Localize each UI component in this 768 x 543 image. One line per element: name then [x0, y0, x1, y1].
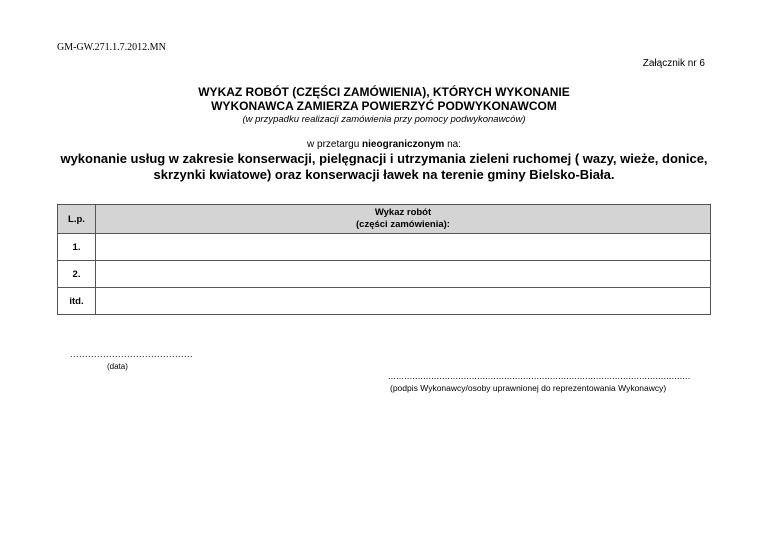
document-reference: GM-GW.271.1.7.2012.MN: [57, 42, 166, 53]
row-number: 2.: [58, 261, 96, 288]
date-field-dots[interactable]: .........................................: [70, 349, 194, 359]
table-row: [58, 288, 711, 315]
form-title-line-1: WYKAZ ROBÓT (CZĘŚCI ZAMÓWIENIA), KTÓRYCH WYKONANIE: [198, 85, 570, 99]
table-header-row: [58, 205, 711, 234]
annex-number: Załącznik nr 6: [642, 58, 705, 69]
works-cell[interactable]: [96, 234, 711, 261]
table-row: [58, 261, 711, 288]
table-row: [58, 234, 711, 261]
contract-subject: wykonanie usług w zakresie konserwacji, pielęgnacji i utrzymania zieleni ruchomej ( wazy, wieże, donice, skrzynki kwiatowe) oraz konserwacji ławek na terenie gminy Bielsko-Biała.: [60, 151, 708, 182]
works-cell[interactable]: [96, 261, 711, 288]
row-number: itd.: [58, 288, 96, 315]
tender-suffix: na:: [444, 139, 461, 150]
works-cell[interactable]: [96, 288, 711, 315]
column-header-works-line2: (części zamówienia):: [356, 219, 450, 230]
tender-mode: nieograniczonym: [362, 139, 445, 150]
row-number: 1.: [58, 234, 96, 261]
form-subtitle: (w przypadku realizacji zamówienia przy pomocy podwykonawców): [242, 114, 526, 125]
tender-prefix: w przetargu: [307, 139, 363, 150]
column-header-lp: L.p.: [58, 205, 96, 234]
column-header-works: [96, 205, 711, 234]
signature-field-dots[interactable]: ................................................................................................................: [388, 371, 691, 381]
column-header-works-line1: Wykaz robót: [374, 207, 432, 218]
form-title-line-2: WYKONAWCA ZAMIERZA POWIERZYĆ PODWYKONAWCOM: [211, 99, 557, 113]
tender-mode-line: [0, 139, 768, 150]
date-label: (data): [107, 362, 128, 371]
signature-label: (podpis Wykonawcy/osoby uprawnionej do reprezentowania Wykonawcy): [390, 383, 667, 393]
works-table: [57, 204, 711, 315]
